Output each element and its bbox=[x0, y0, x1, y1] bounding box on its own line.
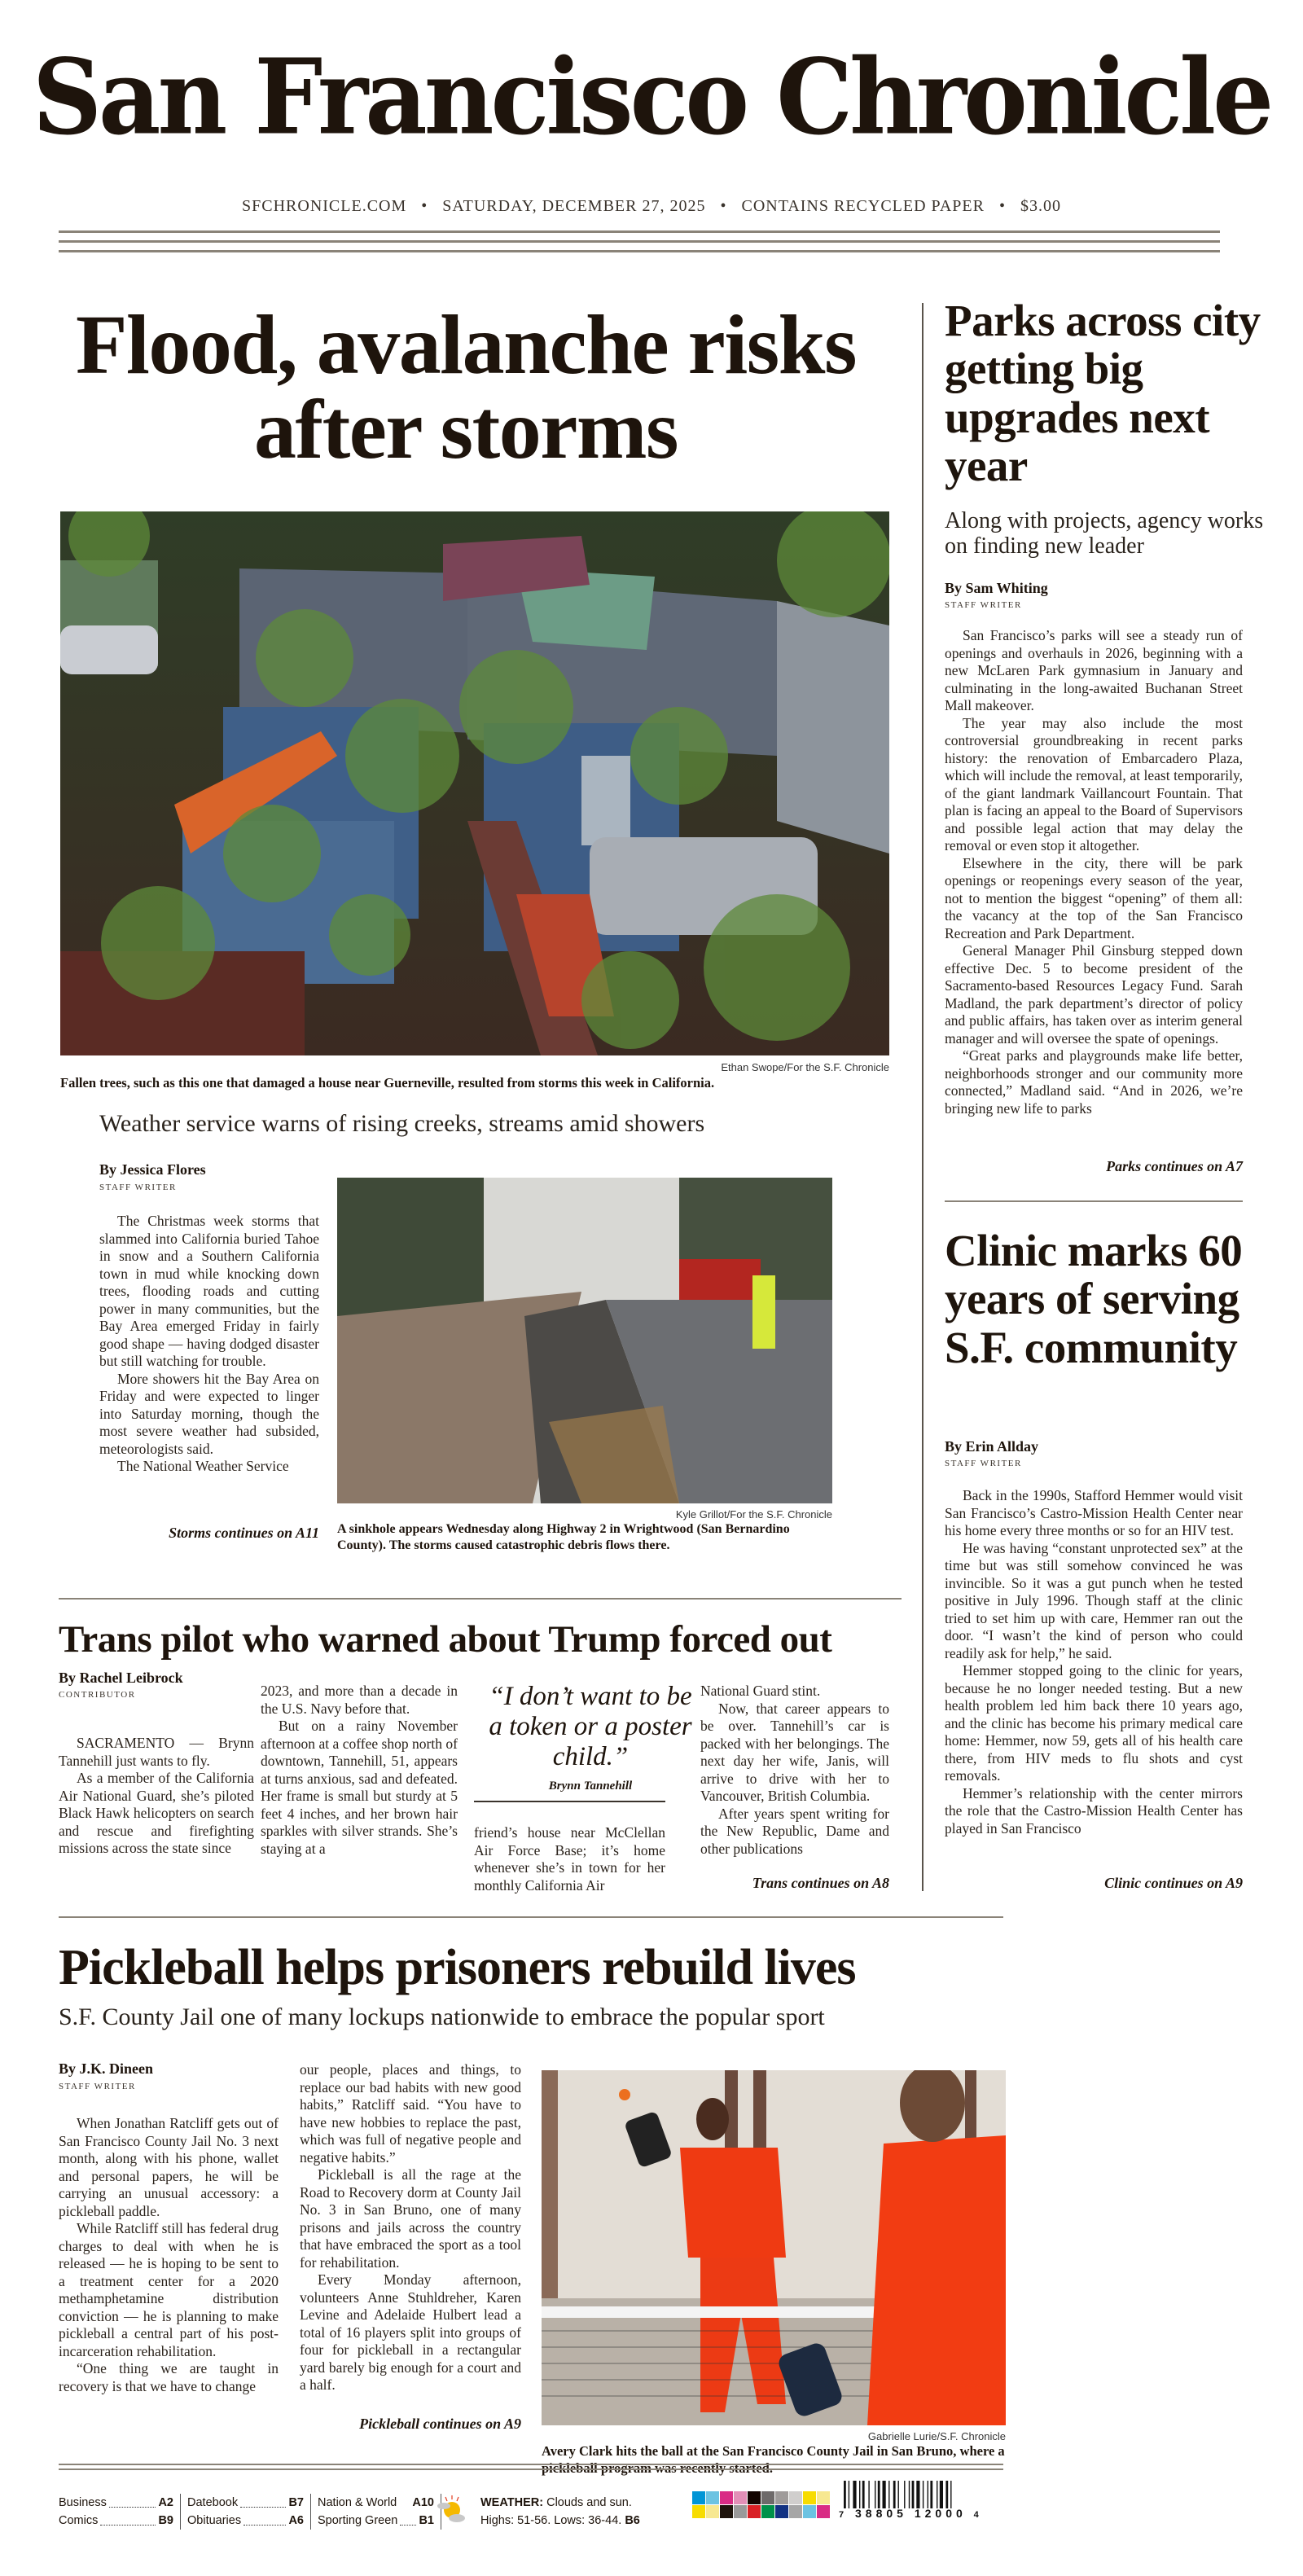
lead-story-body bbox=[99, 1213, 319, 1476]
paragraph: While Ratcliff still has federal drug charges to deal with when he is released — he is hoping to be sent to a treatment center for a 2020 methamphetamine distribution conviction — he is planning to make pickleball a central part of his post-incarceration rehabilitation. bbox=[59, 2220, 279, 2359]
barcode-bar bbox=[940, 2481, 943, 2508]
photo-cutline: Avery Clark hits the ball at the San Francisco County Jail in San Bruno, where a bbox=[542, 2443, 1005, 2459]
color-swatch bbox=[817, 2505, 830, 2518]
color-swatch bbox=[748, 2491, 761, 2504]
paragraph: Hemmer stopped going to the clinic for years, because he no longer needed testing. But a new health problem led him back there 10 years ago, and the clinic has become his primary medical care home: Hemmer, now 59, gets all of his health care there, from HIV meds to flu shots and cyst removals. bbox=[945, 1662, 1243, 1784]
barcode-bar bbox=[853, 2481, 856, 2508]
trans-headline[interactable]: Trans pilot who warned about Trump forced out bbox=[59, 1618, 832, 1661]
color-swatch bbox=[775, 2505, 788, 2518]
color-swatch bbox=[734, 2491, 747, 2504]
color-swatch bbox=[692, 2505, 705, 2518]
color-swatch bbox=[734, 2505, 747, 2518]
color-swatch bbox=[748, 2505, 761, 2518]
weather-temps: Highs: 51-56. Lows: 36-44. bbox=[480, 2514, 622, 2527]
barcode-bar bbox=[878, 2481, 880, 2508]
lead-headline[interactable]: Flood, avalanche risks after storms bbox=[76, 298, 856, 476]
color-swatch bbox=[761, 2505, 774, 2518]
paragraph: General Manager Phil Ginsburg stepped down effective Dec. 5 to become president of the Sacramento-based Resources Legacy Fund. Sarah Madland, the park department’s director of policy and public affairs, has taken over as interim general manager and will oversee the spate of openings. bbox=[945, 942, 1243, 1047]
pull-quote-attribution: Brynn Tannehill bbox=[548, 1780, 633, 1793]
pickleball-photo[interactable] bbox=[542, 2070, 1006, 2425]
pickleball-headline[interactable]: Pickleball helps prisoners rebuild lives bbox=[59, 1940, 856, 1995]
weather-label: WEATHER: bbox=[480, 2496, 544, 2509]
color-swatch bbox=[803, 2505, 816, 2518]
trans-column-3 bbox=[474, 1824, 665, 1894]
website-link[interactable]: SFCHRONICLE.COM bbox=[242, 197, 407, 215]
photo-highway-sinkhole-icon bbox=[337, 1178, 832, 1503]
jump-link-trans[interactable]: Trans continues on A8 bbox=[752, 1875, 889, 1891]
color-swatch bbox=[817, 2491, 830, 2504]
byline-role: STAFF WRITER bbox=[59, 2082, 136, 2091]
index-item-nation-world[interactable]: Nation & World A10 bbox=[318, 2496, 434, 2509]
byline[interactable]: By Rachel Leibrock bbox=[59, 1670, 183, 1686]
byline[interactable]: By J.K. Dineen bbox=[59, 2060, 154, 2077]
paragraph: Pickleball is all the rage at the Road to Recovery dorm at County Jail No. 3 in San Bruno, one of many prisons and jails across the country that have embraced the sport as a tool for rehabilitation. bbox=[300, 2166, 521, 2271]
trans-column-4 bbox=[700, 1683, 889, 1858]
index-item-comics[interactable]: Comics B9 bbox=[59, 2512, 173, 2530]
paragraph: The National Weather Service bbox=[117, 1458, 289, 1474]
parks-dek: Along with projects, agency works on finding new leader bbox=[945, 508, 1264, 560]
bullet-separator: • bbox=[720, 197, 727, 215]
photo-pickleball-players-icon bbox=[542, 2070, 1006, 2425]
paragraph: our people, places and things, to replace our bad habits with new good habits,” Ratcliff said. “You have to have new hobbies to replace the past, which was full of negative people and negative habits.” bbox=[300, 2061, 521, 2166]
paragraph: When Jonathan Ratcliff gets out of San Francisco County Jail No. 3 next month, along with his phone, wallet and personal papers, he will be carrying an unusual accessory: a pickleball paddle. bbox=[59, 2115, 279, 2219]
paragraph: friend’s house near McClellan Air Force Base; it’s home whenever she’s in town for her monthly California Air bbox=[474, 1824, 665, 1894]
barcode-bar bbox=[909, 2481, 910, 2508]
jump-link-pickleball[interactable]: Pickleball continues on A9 bbox=[359, 2416, 521, 2432]
lead-dek: Weather service warns of rising creeks, streams amid showers bbox=[99, 1110, 705, 1137]
color-swatch bbox=[761, 2491, 774, 2504]
section-rule bbox=[59, 1916, 1003, 1918]
paragraph: Now, that career appears to be over. Tannehill’s car is packed with her belongings. The next day her wife, Janis, will arrive to drive with her to Vancouver, British Columbia. bbox=[700, 1700, 889, 1804]
weather-text: Clouds and sun. bbox=[546, 2496, 632, 2509]
masthead-rule bbox=[59, 250, 1220, 252]
barcode-bar bbox=[883, 2481, 886, 2508]
footer-rule bbox=[59, 2468, 1003, 2470]
column-rule bbox=[922, 303, 924, 1891]
paragraph: The year may also include the most controversial groundbreaking in recent parks history: the renovation of Embarcadero Plaza, which will include the removal, at least temporarily, of the giant landmark Vaillancourt Fountain. That plan is facing an appeal to the Board of Supervisors and possible legal action that may delay the removal or even stop it altogether. bbox=[945, 714, 1243, 854]
paragraph: But on a rainy November afternoon at a coffee shop north of downtown, Tannehill, 51, appears at turns anxious, sad and defeated. Her frame is small but sturdy at 5 feet 4 inches, and her brown hair sparkles with silver strands. She’s staying at a bbox=[261, 1718, 458, 1857]
color-swatch bbox=[775, 2491, 788, 2504]
trans-column-1 bbox=[59, 1735, 254, 1858]
byline-role: CONTRIBUTOR bbox=[59, 1690, 136, 1700]
bullet-separator: • bbox=[421, 197, 428, 215]
barcode-bar bbox=[950, 2481, 951, 2508]
paragraph: Elsewhere in the city, there will be park openings or reopenings every season of the year, not to mention the biggest “opening” of them all: the vacancy at the top of the San Francisco Recreation and Park Department. bbox=[945, 854, 1243, 941]
paragraph: Every Monday afternoon, volunteers Anne Stuhldreher, Karen Levine and Adelaide Hulbert lead a total of 16 players split into groups of four for pickleball in a rectangular yard barely big enough for a court and a half. bbox=[300, 2271, 521, 2393]
trans-column-2 bbox=[261, 1683, 458, 1858]
color-swatch bbox=[789, 2491, 802, 2504]
photo-cutline: A sinkhole appears Wednesday along Highway 2 in Wrightwood (San Bernardino County). The storms caused catastrophic debris flows there. bbox=[337, 1522, 790, 1552]
sinkhole-photo[interactable] bbox=[337, 1178, 832, 1503]
footer-rule bbox=[59, 2464, 1003, 2465]
parks-headline[interactable]: Parks across city getting big upgrades next year bbox=[945, 296, 1261, 491]
weather-page: B6 bbox=[625, 2514, 640, 2527]
color-swatch bbox=[692, 2491, 705, 2504]
photo-credit: Gabrielle Lurie/S.F. Chronicle bbox=[867, 2430, 1006, 2442]
paragraph: “Great parks and playgrounds make life better, neighborhoods stronger and our community more connected,” Madland said. “And in 2026, we’re bringing new life to parks bbox=[945, 1047, 1243, 1117]
index-item-business[interactable]: Business A2 bbox=[59, 2494, 173, 2512]
barcode-bar bbox=[930, 2481, 932, 2508]
byline-role: STAFF WRITER bbox=[945, 1459, 1022, 1468]
index-column bbox=[311, 2494, 441, 2530]
paragraph: Back in the 1990s, Stafford Hemmer would visit San Francisco’s Castro-Mission Health Center near his home every three months or so for an HIV test. bbox=[945, 1487, 1243, 1538]
barcode-bar bbox=[844, 2481, 846, 2508]
barcode-bar bbox=[904, 2481, 905, 2508]
issue-date: SATURDAY, DECEMBER 27, 2025 bbox=[442, 197, 706, 215]
byline[interactable]: By Jessica Flores bbox=[99, 1161, 206, 1178]
paragraph: More showers hit the Bay Area on Friday and were expected to linger into Saturday morning, though the most severe weather had subsided, meteorologists said. bbox=[99, 1370, 319, 1457]
photo-cutline: Fallen trees, such as this one that damaged a house near Guerneville, resulted from storms this week in California. bbox=[60, 1075, 715, 1091]
color-registration-bar bbox=[692, 2491, 830, 2518]
clinic-story-body bbox=[945, 1487, 1243, 1837]
color-swatch bbox=[706, 2491, 719, 2504]
color-swatch bbox=[803, 2491, 816, 2504]
barcode-bar bbox=[868, 2481, 869, 2508]
barcode-bar bbox=[888, 2481, 889, 2508]
pickleball-dek: S.F. County Jail one of many lockups nationwide to embrace the popular sport bbox=[59, 2003, 825, 2030]
barcode-bar bbox=[898, 2481, 899, 2508]
index-column bbox=[181, 2494, 311, 2530]
masthead-rule bbox=[59, 240, 1220, 243]
photo-house-damaged-by-fallen-tree-icon bbox=[60, 511, 889, 1055]
weather-summary[interactable] bbox=[480, 2494, 640, 2530]
paragraph: “One thing we are taught in recovery is that we have to change bbox=[59, 2360, 279, 2394]
byline-role: STAFF WRITER bbox=[99, 1183, 177, 1192]
index-column bbox=[59, 2494, 181, 2530]
masthead-info bbox=[0, 197, 1303, 216]
index-item-datebook[interactable]: Datebook B7 bbox=[187, 2494, 304, 2512]
index-item-obituaries[interactable]: Obituaries A6 bbox=[187, 2512, 304, 2530]
pull-quote-rule bbox=[474, 1801, 665, 1802]
photo-credit: Kyle Grillot/For the S.F. Chronicle bbox=[675, 1508, 832, 1521]
jump-link-parks[interactable]: Parks continues on A7 bbox=[1106, 1158, 1243, 1174]
bullet-separator: • bbox=[998, 197, 1006, 215]
paragraph: After years spent writing for the New Republic, Dame and other publications bbox=[700, 1805, 889, 1857]
jump-link-clinic[interactable]: Clinic continues on A9 bbox=[1104, 1875, 1243, 1891]
barcode-bar bbox=[893, 2481, 896, 2508]
color-swatch bbox=[720, 2505, 733, 2518]
color-swatch bbox=[789, 2505, 802, 2518]
paragraph: 2023, and more than a decade in the U.S. Navy before that. bbox=[261, 1683, 458, 1717]
barcode-bar bbox=[916, 2481, 919, 2508]
color-swatch bbox=[706, 2505, 719, 2518]
jump-link-storms[interactable]: Storms continues on A11 bbox=[169, 1525, 319, 1541]
index-item-sporting-green[interactable]: Sporting Green B1 bbox=[318, 2512, 434, 2530]
paragraph: San Francisco’s parks will see a steady run of openings and overhauls in 2026, beginning with a new McLaren Park gymnasium in January and culminating in the long-awaited Buchanan Street Mall makeover. bbox=[945, 627, 1243, 713]
masthead-rule bbox=[59, 230, 1220, 233]
parks-story-body bbox=[945, 627, 1243, 1117]
pickleball-column-2 bbox=[300, 2061, 521, 2394]
byline[interactable]: By Sam Whiting bbox=[945, 580, 1048, 596]
pull-quote: “I don’t want to be a token or a poster child.” bbox=[489, 1682, 692, 1771]
photo-credit: Ethan Swope/For the S.F. Chronicle bbox=[721, 1061, 889, 1073]
section-rule bbox=[945, 1200, 1243, 1202]
paragraph: As a member of the California Air National Guard, she’s piloted Black Hawk helicopters on search and rescue and firefighting missions across the state since bbox=[59, 1770, 254, 1856]
paragraph: SACRAMENTO — Brynn Tannehill just wants to fly. bbox=[59, 1735, 254, 1769]
paragraph: The Christmas week storms that slammed into California buried Tahoe in snow and a Southern California town in mud while knocking down trees, flooding roads and cutting power in many communities, but the Bay Area emerged Friday in fairly good shape — having dodged disaster but still watching for trouble. bbox=[99, 1213, 319, 1369]
barcode-bar bbox=[945, 2481, 948, 2508]
color-swatch bbox=[720, 2491, 733, 2504]
masthead-title[interactable]: San Francisco Chronicle bbox=[32, 35, 1271, 158]
paragraph: National Guard stint. bbox=[700, 1683, 821, 1699]
paragraph: He was having “constant unprotected sex” at the time but was still somehow convinced he was invincible. So it was a gut punch when he tested positive in July 1996. Though staff at the clinic tried to set him up with care, Hemmer ran out the door. “I wasn’t the kind of person who could readily ask for help,” he said. bbox=[945, 1539, 1243, 1661]
paragraph: Hemmer’s relationship with the center mirrors the role that the Castro-Mission Health Center has played in San Francisco bbox=[945, 1784, 1243, 1837]
recycled-notice: CONTAINS RECYCLED PAPER bbox=[741, 197, 985, 215]
price: $3.00 bbox=[1020, 197, 1061, 215]
pickleball-column-1 bbox=[59, 2115, 279, 2395]
byline-role: STAFF WRITER bbox=[945, 600, 1022, 610]
barcode-bar bbox=[862, 2481, 865, 2508]
lead-photo[interactable] bbox=[60, 511, 889, 1055]
section-index bbox=[59, 2494, 441, 2530]
clinic-headline[interactable]: Clinic marks 60 years of serving S.F. community bbox=[945, 1226, 1243, 1372]
barcode-bar bbox=[859, 2481, 860, 2508]
barcode-bar bbox=[912, 2481, 915, 2508]
barcode-bar bbox=[923, 2481, 924, 2508]
section-rule bbox=[59, 1598, 902, 1600]
barcode-number: 7 38805 12000 4 bbox=[839, 2507, 983, 2520]
partly-sunny-icon bbox=[436, 2494, 468, 2526]
byline[interactable]: By Erin Allday bbox=[945, 1438, 1039, 1455]
